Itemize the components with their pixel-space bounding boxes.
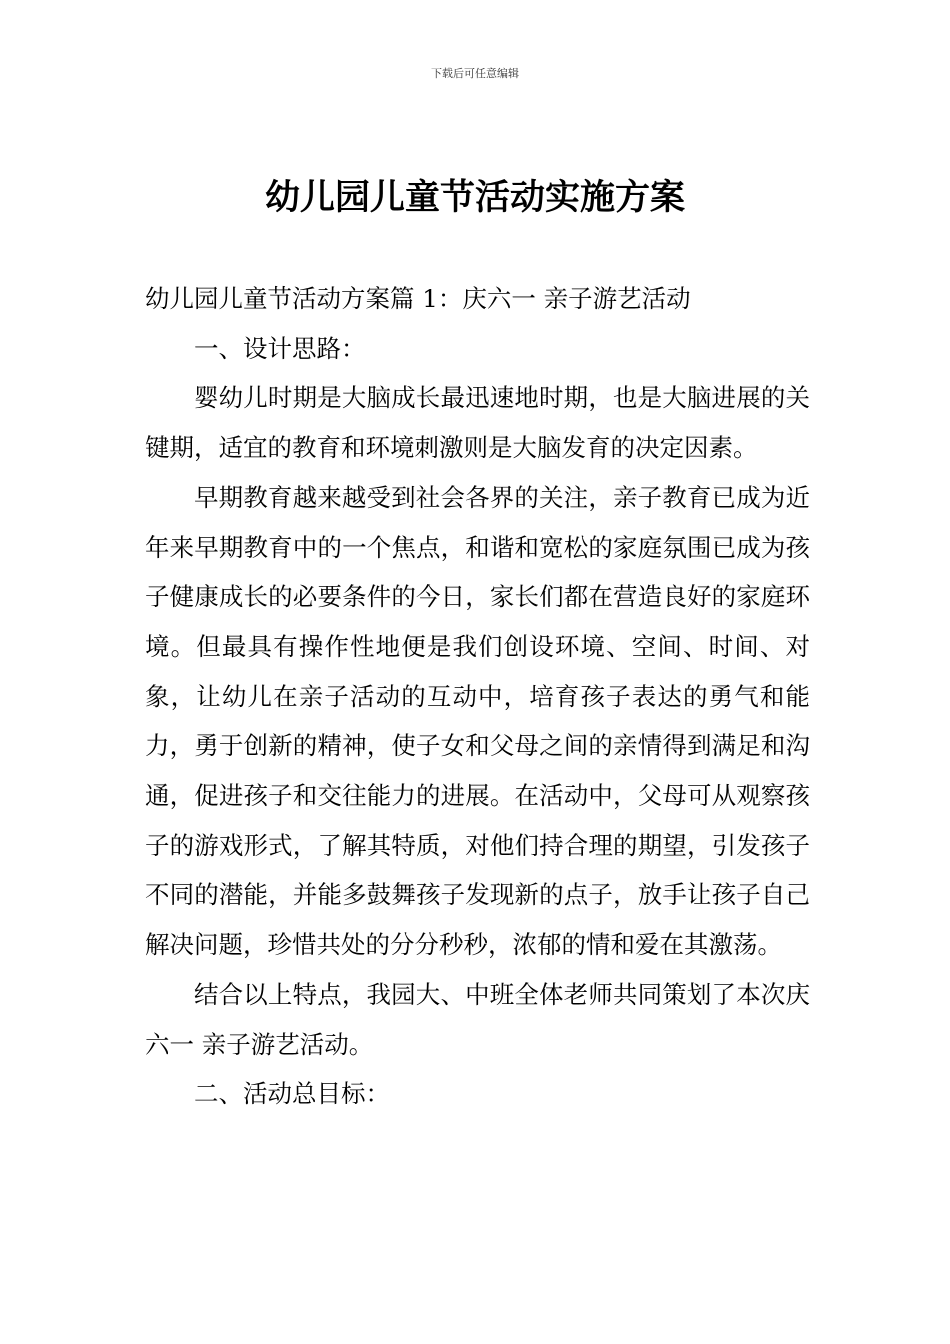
- paragraph-activity-planning: 结合以上特点，我园大、中班全体老师共同策划了本次庆六一 亲子游艺活动。: [145, 979, 810, 1059]
- paragraph-brain-development: 婴幼儿时期是大脑成长最迅速地时期，也是大脑进展的关键期，适宜的教育和环境刺激则是大脑发育的决定因素。: [145, 383, 810, 463]
- subheading-design-idea: 一、设计思路：: [194, 333, 366, 363]
- document-title: 幼儿园儿童节活动实施方案: [264, 178, 685, 218]
- paragraph-early-education: 早期教育越来越受到社会各界的关注，亲子教育已成为近年来早期教育中的一个焦点，和谐和宽松的家庭氛围已成为孩子健康成长的必要条件的今日，家长们都在营造良好的家庭环境。但最具有操作性地便是我们创设环境、空间、时间、对象，让幼儿在亲子活动的互动中，培育孩子表达的勇气和能力，勇于创新的精神，使子女和父母之间的亲情得到满足和沟通，促进孩子和交往能力的进展。在活动中，父母可从观察孩子的游戏形式，了解其特质，对他们持合理的期望，引发孩子不同的潜能，并能多鼓舞孩子发现新的点子，放手让孩子自己解决问题，珍惜共处的分分秒秒，浓郁的情和爱在其激荡。: [145, 482, 810, 960]
- header-note: 下载后可任意编辑: [431, 67, 519, 80]
- document-body: [145, 274, 810, 1119]
- subheading-overall-goal: 二、活动总目标：: [194, 1079, 390, 1109]
- section-heading-plan: 幼儿园儿童节活动方案篇 1：庆六一 亲子游艺活动: [145, 284, 691, 313]
